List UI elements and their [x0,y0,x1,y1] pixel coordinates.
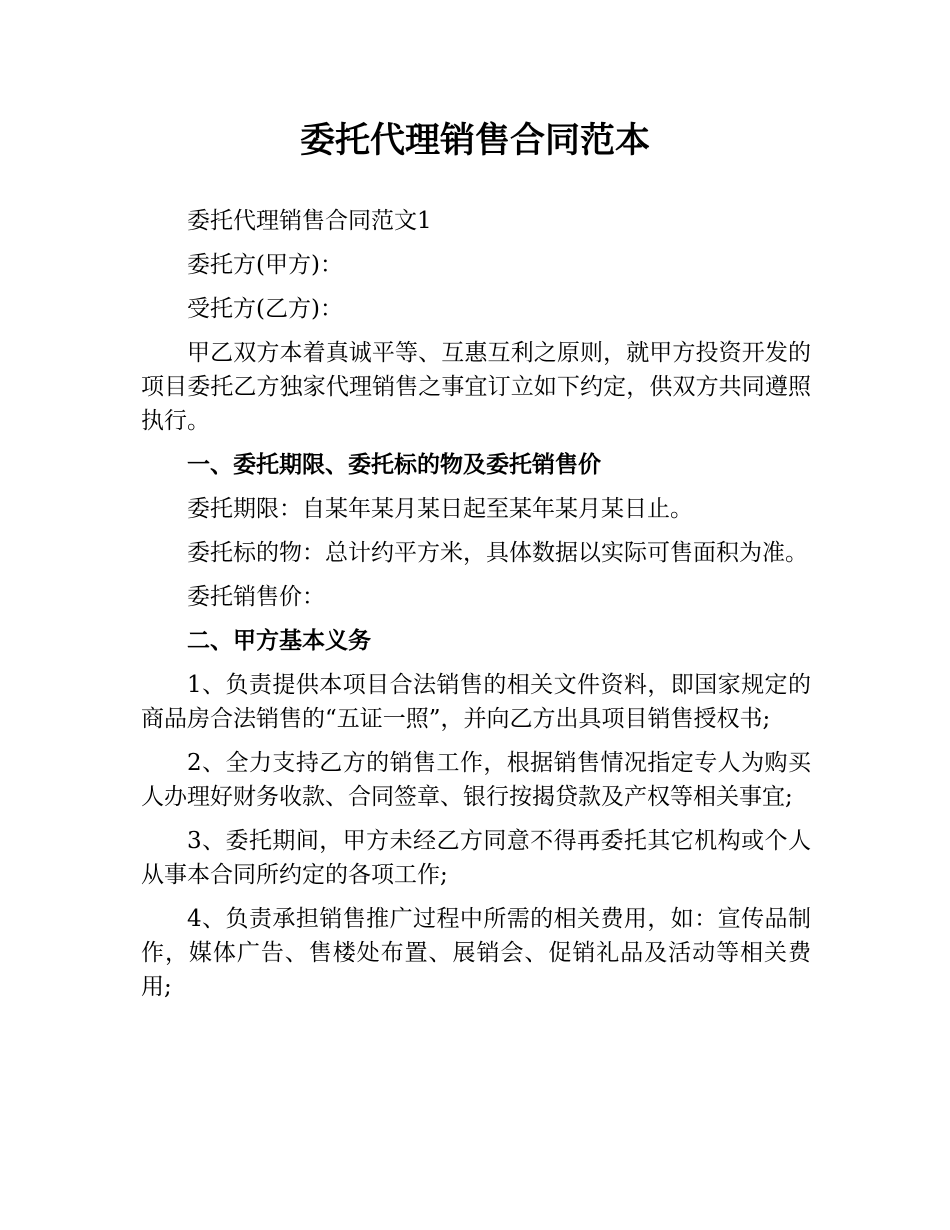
paragraph-term: 委托期限：自某年某月某日起至某年某月某日止。 [187,496,693,522]
section-heading-1: 一、委托期限、委托标的物及委托销售价 [187,452,601,478]
paragraph-obligation-1: 1、负责提供本项目合法销售的相关文件资料，即国家规定的商品房合法销售的“五证一照”，并向乙方出具项目销售授权书; [141,672,811,732]
paragraph-obligation-4: 4、负责承担销售推广过程中所需的相关费用，如：宣传品制作，媒体广告、售楼处布置、展销会、促销礼品及活动等相关费用; [141,906,811,1000]
document-title: 委托代理销售合同范本 [299,121,650,161]
paragraph-subtitle: 委托代理销售合同范文1 [187,208,432,234]
section-heading-2: 二、甲方基本义务 [187,628,371,654]
paragraph-preamble: 甲乙双方本着真诚平等、互惠互利之原则，就甲方投资开发的项目委托乙方独家代理销售之事宜订立如下约定，供双方共同遵照执行。 [141,340,811,434]
document-body [141,204,811,1014]
paragraph-party-a: 委托方(甲方)： [187,252,343,278]
paragraph-obligation-2: 2、全力支持乙方的销售工作，根据销售情况指定专人为购买人办理好财务收款、合同签章、银行按揭贷款及产权等相关事宜; [141,750,811,810]
paragraph-price: 委托销售价： [187,584,325,610]
paragraph-subject: 委托标的物：总计约平方米，具体数据以实际可售面积为准。 [187,540,808,566]
paragraph-party-b: 受托方(乙方)： [187,296,343,322]
paragraph-obligation-3: 3、委托期间，甲方未经乙方同意不得再委托其它机构或个人从事本合同所约定的各项工作; [141,828,811,888]
